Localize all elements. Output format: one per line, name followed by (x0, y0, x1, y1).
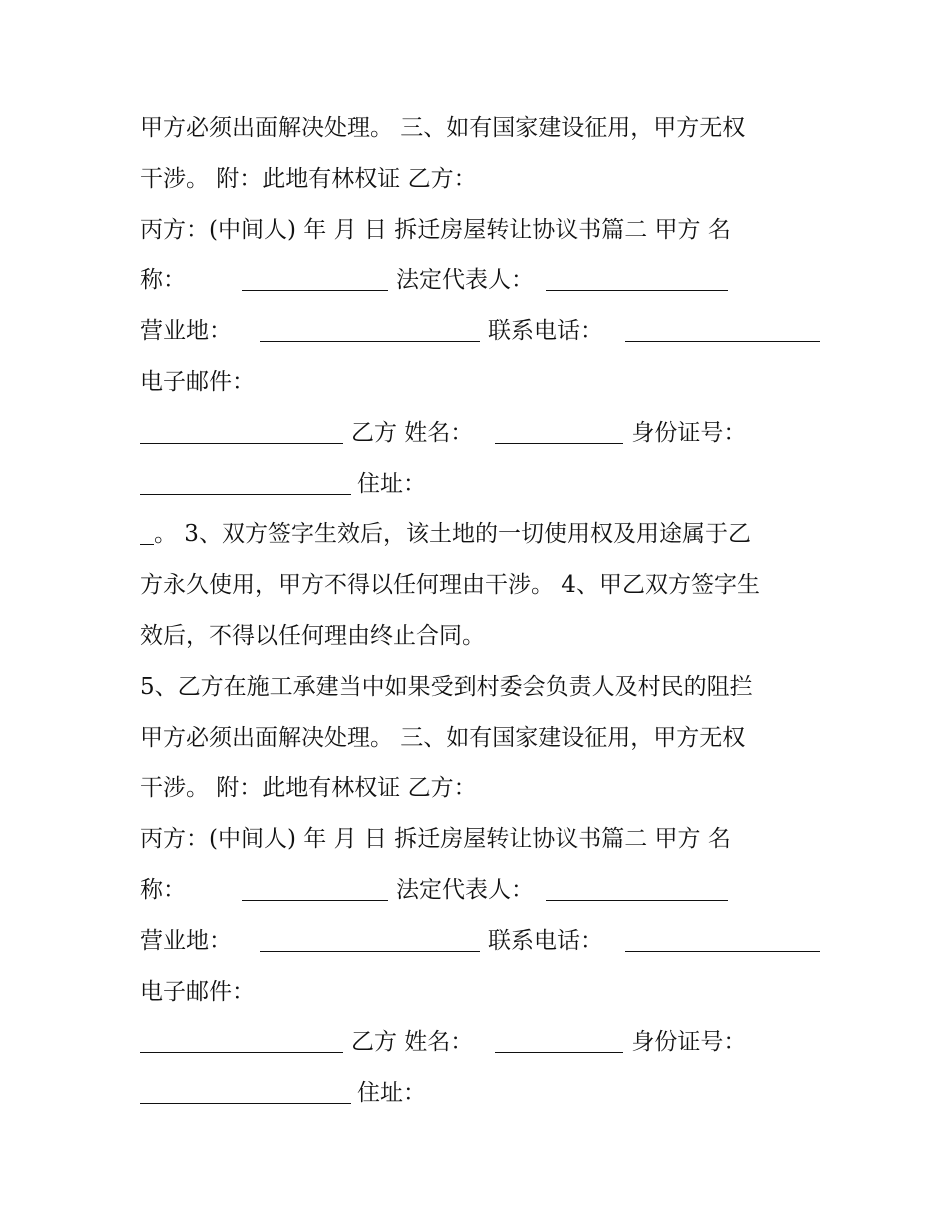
line-text: 甲方必须出面解决处理。 三、如有国家建设征用，甲方无权 (140, 115, 746, 141)
id-number-label: 身份证号： (631, 1029, 747, 1056)
line-text: 5、乙方在施工承建当中如果受到村委会负责人及村民的阻拦 (140, 673, 753, 700)
id-number-blank (140, 1079, 351, 1104)
text-line (140, 713, 820, 764)
text-line (140, 306, 820, 357)
text-line (140, 560, 820, 611)
phone-label: 联系电话： (488, 927, 603, 954)
address-label: 住址： (357, 470, 426, 497)
document-body (140, 103, 820, 1119)
email-blank (140, 419, 343, 444)
business-place-blank (260, 927, 480, 952)
name-blank (242, 266, 388, 291)
line-text: 。 3、双方签字生效后，该土地的一切使用权及用途属于乙 (154, 521, 751, 548)
legal-rep-blank (546, 876, 728, 901)
text-line (140, 763, 820, 814)
line-text: 丙方：(中间人) 年 月 日 拆迁房屋转让协议书篇二 甲方 名 (140, 826, 731, 853)
email-blank (140, 1028, 343, 1053)
phone-label: 联系电话： (488, 318, 603, 345)
business-place-blank (260, 317, 480, 342)
text-line (140, 814, 820, 865)
text-line (140, 662, 820, 713)
party-b-name-label: 乙方 姓名： (351, 419, 474, 446)
address-blank (140, 520, 154, 545)
text-line (140, 459, 820, 510)
name-blank (242, 876, 388, 901)
line-text: 甲方必须出面解决处理。 三、如有国家建设征用，甲方无权 (140, 724, 746, 751)
email-label: 电子邮件： (140, 368, 255, 395)
phone-blank (625, 317, 820, 342)
text-line (140, 865, 820, 916)
line-text: 丙方：(中间人) 年 月 日 拆迁房屋转让协议书篇二 甲方 名 (140, 216, 731, 243)
address-label: 住址： (357, 1080, 426, 1107)
party-b-name-label: 乙方 姓名： (351, 1029, 474, 1056)
id-number-blank (140, 470, 351, 495)
business-place-label: 营业地： (140, 318, 232, 345)
text-line (140, 1068, 820, 1119)
text-line (140, 154, 820, 205)
line-text: 干涉。 附：此地有林权证 乙方： (140, 775, 477, 802)
text-line (140, 255, 820, 306)
line-text: 效后，不得以任何理由终止合同。 (140, 622, 485, 649)
party-b-name-blank (495, 419, 623, 444)
text-line (140, 916, 820, 967)
text-line (140, 611, 820, 662)
id-number-label: 身份证号： (631, 419, 747, 446)
text-line (140, 357, 820, 408)
line-text: 干涉。 附：此地有林权证 乙方： (140, 165, 477, 192)
text-line (140, 408, 820, 459)
party-b-name-blank (495, 1028, 623, 1053)
email-label: 电子邮件： (140, 978, 255, 1005)
text-line (140, 103, 820, 154)
legal-rep-blank (546, 266, 728, 291)
name-label: 称： (140, 876, 186, 903)
line-text: 方永久使用，甲方不得以任何理由干涉。 4、甲乙双方签字生 (140, 572, 760, 599)
legal-rep-label: 法定代表人： (396, 267, 534, 294)
business-place-label: 营业地： (140, 927, 232, 954)
legal-rep-label: 法定代表人： (396, 876, 534, 903)
text-line (140, 967, 820, 1018)
text-line (140, 205, 820, 256)
text-line (140, 509, 820, 560)
text-line (140, 1017, 820, 1068)
phone-blank (625, 927, 820, 952)
name-label: 称： (140, 267, 186, 294)
